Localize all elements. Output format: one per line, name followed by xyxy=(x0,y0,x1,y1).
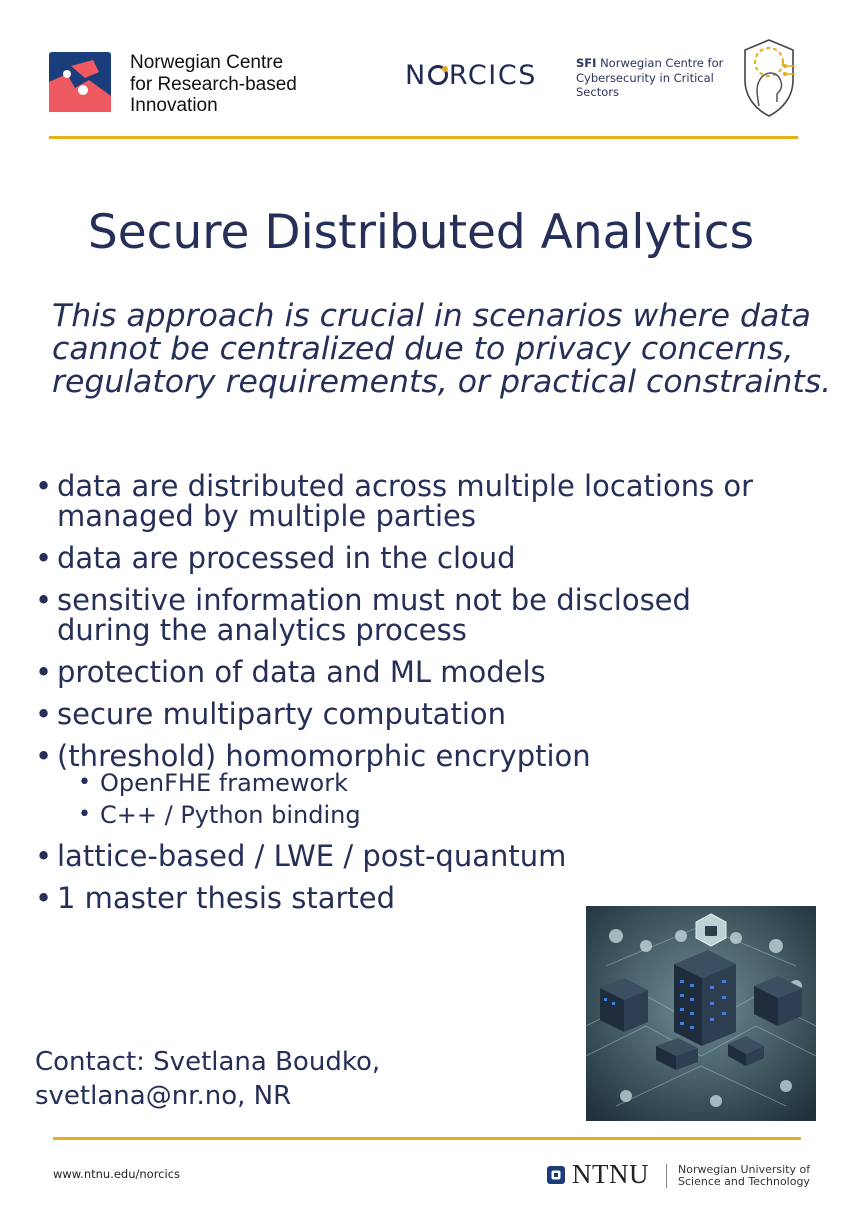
bullet-item xyxy=(35,471,795,531)
server-network-illustration xyxy=(586,906,816,1121)
bullet-list xyxy=(35,471,795,925)
sub-bullet-dot-icon: • xyxy=(78,770,91,795)
sfi-line: Norwegian Centre xyxy=(130,52,284,73)
ntnu-logo-icon xyxy=(547,1166,565,1184)
page-title: Secure Distributed Analytics xyxy=(87,205,755,260)
bullet-text: during the analytics process xyxy=(57,613,467,647)
sub-bullet-text: C++ / Python binding xyxy=(100,801,361,829)
bullet-text: (threshold) homomorphic encryption xyxy=(57,739,591,773)
bullet-dot-icon: • xyxy=(35,469,53,503)
norcics-sub-line: Norwegian Centre for xyxy=(600,56,724,70)
bullet-text: lattice-based / LWE / post-quantum xyxy=(57,839,567,873)
bullet-item xyxy=(35,657,795,687)
bullet-text: data are processed in the cloud xyxy=(57,541,516,575)
bullet-dot-icon: • xyxy=(35,655,53,689)
footer-divider xyxy=(666,1164,667,1188)
norcics-sub-line: Cybersecurity in Critical xyxy=(576,70,714,85)
bullet-dot-icon: • xyxy=(35,881,53,915)
bullet-dot-icon: • xyxy=(35,697,53,731)
lead-line: This approach is crucial in scenarios where data xyxy=(52,298,811,334)
bullet-item xyxy=(35,543,795,573)
ntnu-full-name xyxy=(678,1164,810,1188)
sfi-line: for Research-based xyxy=(130,73,297,95)
sub-bullet-item xyxy=(35,801,795,829)
norcics-sub-line: Sectors xyxy=(576,85,619,99)
sub-bullet-item xyxy=(35,769,795,797)
contact-line: Contact: Svetlana Boudko, xyxy=(35,1047,381,1077)
norcics-prefix: SFI xyxy=(576,56,597,70)
bullet-dot-icon: • xyxy=(35,739,53,773)
bottom-divider xyxy=(53,1137,801,1140)
bullet-text: 1 master thesis started xyxy=(57,881,396,915)
bullet-text: data are distributed across multiple locations or xyxy=(57,469,754,503)
bullet-item xyxy=(35,699,795,729)
norcics-o-mark xyxy=(428,65,448,85)
ntnu-name-line: Norwegian University of xyxy=(678,1163,811,1176)
sfi-line: Innovation xyxy=(130,95,218,116)
bullet-item xyxy=(35,841,795,871)
contact-info xyxy=(35,1045,380,1113)
cyber-head-gear-icon xyxy=(739,36,799,118)
bullet-dot-icon: • xyxy=(35,541,53,575)
sfi-logo-text xyxy=(130,52,297,117)
lead-line: cannot be centralized due to privacy concerns, xyxy=(52,331,794,367)
ntnu-wordmark: NTNU xyxy=(572,1159,649,1189)
lead-line: regulatory requirements, or practical constraints. xyxy=(52,364,832,400)
ntnu-name-line: Science and Technology xyxy=(678,1175,810,1188)
sub-bullet-dot-icon: • xyxy=(78,802,91,827)
footer-url[interactable]: www.ntnu.edu/norcics xyxy=(53,1167,181,1181)
contact-line: svetlana@nr.no, NR xyxy=(35,1081,292,1111)
bullet-dot-icon: • xyxy=(35,839,53,873)
bullet-item xyxy=(35,741,795,771)
bullet-item xyxy=(35,585,795,645)
norcics-subtitle xyxy=(576,56,723,100)
bullet-dot-icon: • xyxy=(35,583,53,617)
norcics-logo: N RCICS xyxy=(405,60,538,91)
lead-paragraph xyxy=(52,300,831,399)
sub-bullet-list xyxy=(35,769,795,829)
sfi-logo xyxy=(49,52,111,112)
bullet-text: protection of data and ML models xyxy=(57,655,546,689)
bullet-text: managed by multiple parties xyxy=(57,499,476,533)
sub-bullet-text: OpenFHE framework xyxy=(100,769,348,797)
bullet-text: secure multiparty computation xyxy=(57,697,507,731)
bullet-text: sensitive information must not be disclosed xyxy=(57,583,691,617)
top-divider xyxy=(49,136,798,139)
